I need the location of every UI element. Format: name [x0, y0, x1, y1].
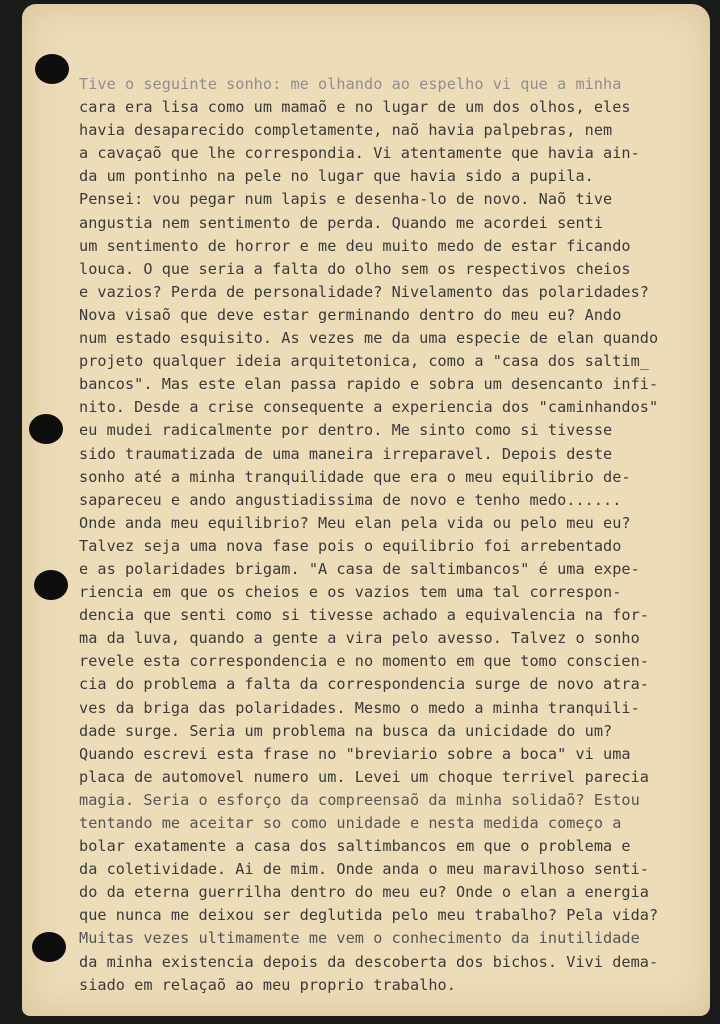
binder-hole-3 — [34, 570, 68, 600]
text-line-40: siado em relaçaõ ao meu proprio trabalho. — [79, 975, 456, 994]
text-line-19: sapareceu e ando angustiadissima de novo e tenho medo...... — [79, 490, 622, 509]
text-line-5: da um pontinho na pele no lugar que havia sido a pupila. — [79, 167, 594, 186]
text-line-31: placa de automovel numero um. Levei um choque terrivel parecia — [79, 767, 650, 786]
text-line-18: sonho até a minha tranquilidade que era o meu equilibrio de- — [79, 467, 631, 486]
binder-hole-4 — [32, 932, 66, 962]
text-line-23: riencia em que os cheios e os vazios tem uma tal correspon- — [79, 583, 622, 602]
text-line-24: dencia que senti como si tivesse achado a equivalencia na for- — [79, 606, 650, 625]
text-line-3: havia desaparecido completamente, naõ havia palpebras, nem — [79, 121, 613, 140]
text-line-13: projeto qualquer ideia arquitetonica, como a "casa dos saltim_ — [79, 352, 650, 371]
text-line-1: Tive o seguinte sonho: me olhando ao espelho vi que a minha — [79, 75, 622, 93]
text-line-28: ves da briga das polaridades. Mesmo o medo a minha tranquili- — [79, 698, 640, 717]
text-line-10: e vazios? Perda de personalidade? Nivelamento das polaridades? — [79, 282, 650, 301]
text-line-21: Talvez seja uma nova fase pois o equilibrio foi arrebentado — [79, 536, 622, 555]
text-line-15: nito. Desde a crise consequente a experiencia dos "caminhandos" — [79, 398, 659, 417]
text-line-12: num estado esquisito. As vezes me da uma especie de elan quando — [79, 329, 659, 348]
binder-hole-1 — [35, 54, 69, 84]
text-line-25: ma da luva, quando a gente a vira pelo avesso. Talvez o sonho — [79, 629, 640, 648]
text-line-8: um sentimento de horror e me deu muito medo de estar ficando — [79, 236, 631, 255]
text-line-36: do da eterna guerrilha dentro do meu eu? Onde o elan a energia — [79, 883, 650, 902]
text-line-32: magia. Seria o esforço da compreensaõ da minha solidaõ? Estou — [79, 790, 640, 809]
text-line-9: louca. O que seria a falta do olho sem os respectivos cheios — [79, 259, 631, 278]
text-line-2: cara era lisa como um mamaõ e no lugar de um dos olhos, eles — [79, 98, 631, 117]
document-body — [79, 73, 691, 997]
text-line-14: bancos". Mas este elan passa rapido e sobra um desencanto infi- — [79, 375, 659, 394]
text-line-17: sido traumatizada de uma maneira irreparavel. Depois deste — [79, 444, 613, 463]
text-line-30: Quando escrevi esta frase no "breviario sobre a boca" vi uma — [79, 744, 631, 763]
text-line-33: tentando me aceitar so como unidade e nesta medida começo a — [79, 814, 622, 832]
text-line-27: cia do problema a falta da correspondencia surge de novo atra- — [79, 675, 650, 694]
text-line-4: a cavaçaõ que lhe correspondia. Vi atentamente que havia ain- — [79, 144, 640, 163]
text-line-26: revele esta correspondencia e no momento em que tomo conscien- — [79, 652, 650, 671]
text-line-7: angustia nem sentimento de perda. Quando me acordei senti — [79, 213, 604, 232]
text-line-34: bolar exatamente a casa dos saltimbancos em que o problema e — [79, 837, 631, 856]
text-line-6: Pensei: vou pegar num lapis e desenha-lo de novo. Naõ tive — [79, 190, 613, 209]
text-line-35: da coletividade. Ai de mim. Onde anda o meu maravilhoso senti- — [79, 860, 650, 879]
text-line-37: que nunca me deixou ser deglutida pelo meu trabalho? Pela vida? — [79, 906, 659, 925]
text-line-16: eu mudei radicalmente por dentro. Me sinto como si tivesse — [79, 421, 613, 440]
text-line-22: e as polaridades brigam. "A casa de saltimbancos" é uma expe- — [79, 559, 640, 578]
text-line-29: dade surge. Seria um problema na busca da unicidade do um? — [79, 721, 613, 740]
text-line-38: Muitas vezes ultimamente me vem o conhecimento da inutilidade — [79, 929, 640, 948]
text-line-39: da minha existencia depois da descoberta dos bichos. Vivi dema- — [79, 952, 659, 971]
text-line-11: Nova visaõ que deve estar germinando dentro do meu eu? Ando — [79, 305, 622, 324]
text-line-20: Onde anda meu equilibrio? Meu elan pela vida ou pelo meu eu? — [79, 513, 631, 532]
binder-hole-2 — [29, 414, 63, 444]
